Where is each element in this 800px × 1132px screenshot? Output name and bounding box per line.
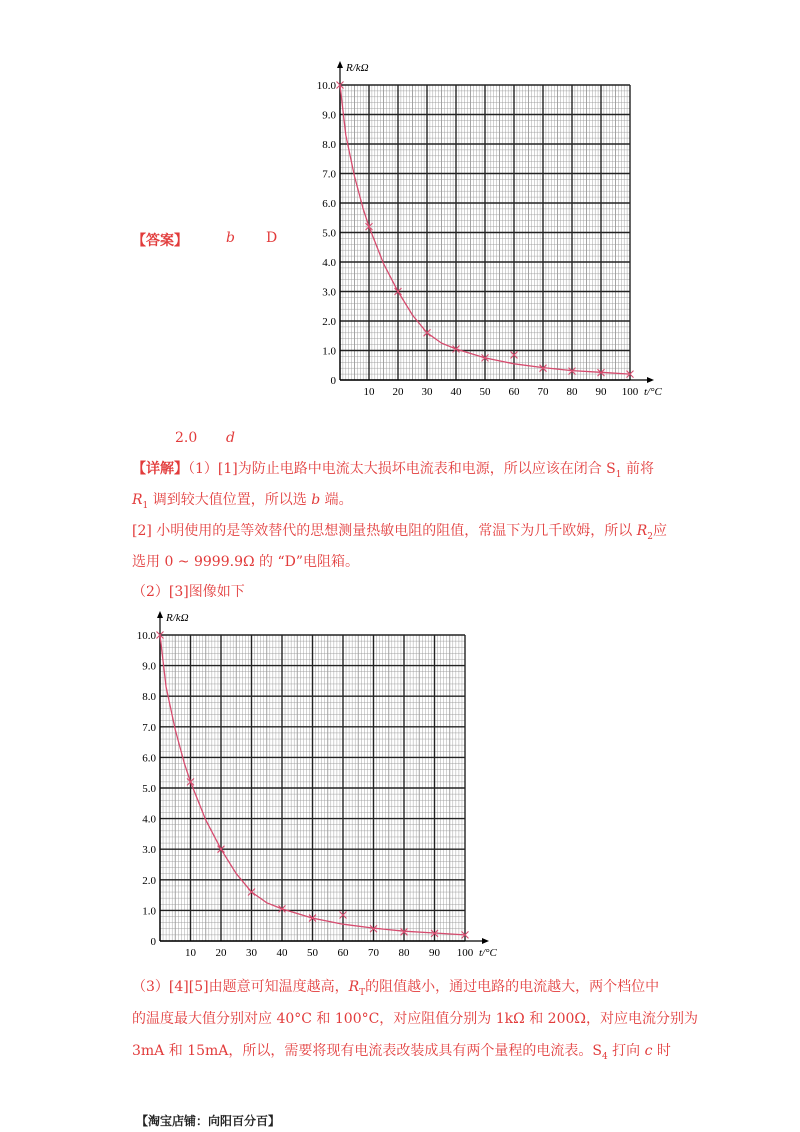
y-tick-label: 3.0 [142,844,156,857]
detail-line-5: （2）[3]图像如下 [132,584,245,600]
y-tick-label: 2.0 [142,874,156,887]
y-tick-label: 5.0 [322,227,336,240]
detail-line-1: 【详解】（1）[1]为防止电路中电流太大损坏电流表和电源，所以应该在闭合 $S_1$ 前将 [132,461,654,480]
x-tick-label: 50 [307,947,318,957]
x-axis-arrow [647,377,654,383]
y-tick-label: 1.0 [142,905,156,918]
detail-line-2: $R_1$ 调到较大值位置，所以选 b 端。 [132,492,353,511]
y-tick-label: 0 [150,936,156,948]
y-tick-label: 7.0 [142,721,156,734]
y-tick-label: 9.0 [322,109,336,122]
x-tick-label: 60 [337,947,349,957]
x-tick-label: 20 [215,947,227,957]
x-axis-label: t/°C [644,386,662,398]
x-tick-label: 80 [566,386,578,398]
detail-line-7: 的温度最大值分别对应 40°C 和 100°C，对应阻值分别为 1kΩ 和 200Ω，对应电流分别为 [132,1011,698,1027]
x-tick-label: 50 [479,386,491,398]
y-tick-label: 10.0 [136,630,156,642]
y-axis-label: R/kΩ [346,62,369,74]
y-tick-label: 6.0 [142,752,156,765]
answer-value-2: 2.0 [175,430,198,446]
y-axis-label: R/kΩ [166,612,189,624]
x-tick-label: 10 [363,386,375,398]
x-tick-label: 80 [398,947,410,957]
y-tick-label: 0 [330,375,336,387]
detail-label: 【详解】 [132,461,188,477]
y-axis-arrow [157,611,163,618]
x-tick-label: 10 [185,947,196,957]
x-tick-label: 70 [368,947,379,957]
y-tick-label: 7.0 [322,168,336,181]
x-tick-label: 40 [450,386,462,398]
y-tick-label: 8.0 [142,691,156,704]
detail-line-4: 选用 0 ~ 9999.9Ω 的 “D”电阻箱。 [132,554,360,570]
y-tick-label: 6.0 [322,198,336,210]
x-tick-label: 70 [537,386,549,398]
y-tick-label: 9.0 [142,660,156,673]
detail-line-8: 3mA 和 15mA，所以，需要将现有电流表改装成具有两个量程的电流表。$S_4$ 打向 c 时 [132,1043,671,1062]
y-tick-label: 8.0 [322,139,336,151]
y-tick-label: 5.0 [142,783,156,795]
x-axis-label: t/°C [479,947,497,957]
y-tick-label: 4.0 [142,813,156,826]
resistance-temperature-chart-2 [118,602,503,957]
x-tick-label: 90 [429,947,440,957]
x-tick-label: 20 [392,386,404,398]
answer-label: 【答案】 [132,233,188,249]
x-tick-label: 100 [456,947,474,957]
y-tick-label: 2.0 [322,316,336,328]
answer-d: d [226,430,235,446]
answer-D: D [266,230,278,246]
detail-line-3: [2] 小明使用的是等效替代的思想测量热敏电阻的阻值，常温下为几千欧姆，所以 $R_2$应 [132,523,668,542]
x-tick-label: 90 [595,386,607,398]
y-tick-label: 1.0 [322,345,336,358]
answer-b: b [226,230,235,246]
x-tick-label: 40 [276,947,288,957]
y-tick-label: 3.0 [322,286,336,299]
detail-line-6: （3）[4][5]由题意可知温度越高，$R_T$的阻值越小，通过电路的电流越大，两个档位中 [132,979,660,998]
footer-shop-label: 【淘宝店铺：向阳百分百】 [136,1114,281,1128]
x-tick-label: 100 [621,386,639,398]
y-axis-arrow [337,61,343,68]
x-tick-label: 60 [508,386,520,398]
y-tick-label: 10.0 [316,80,336,92]
x-axis-arrow [482,938,489,944]
x-tick-label: 30 [246,947,257,957]
resistance-temperature-chart-1 [300,55,680,400]
x-tick-label: 30 [421,386,433,398]
y-tick-label: 4.0 [322,257,336,269]
